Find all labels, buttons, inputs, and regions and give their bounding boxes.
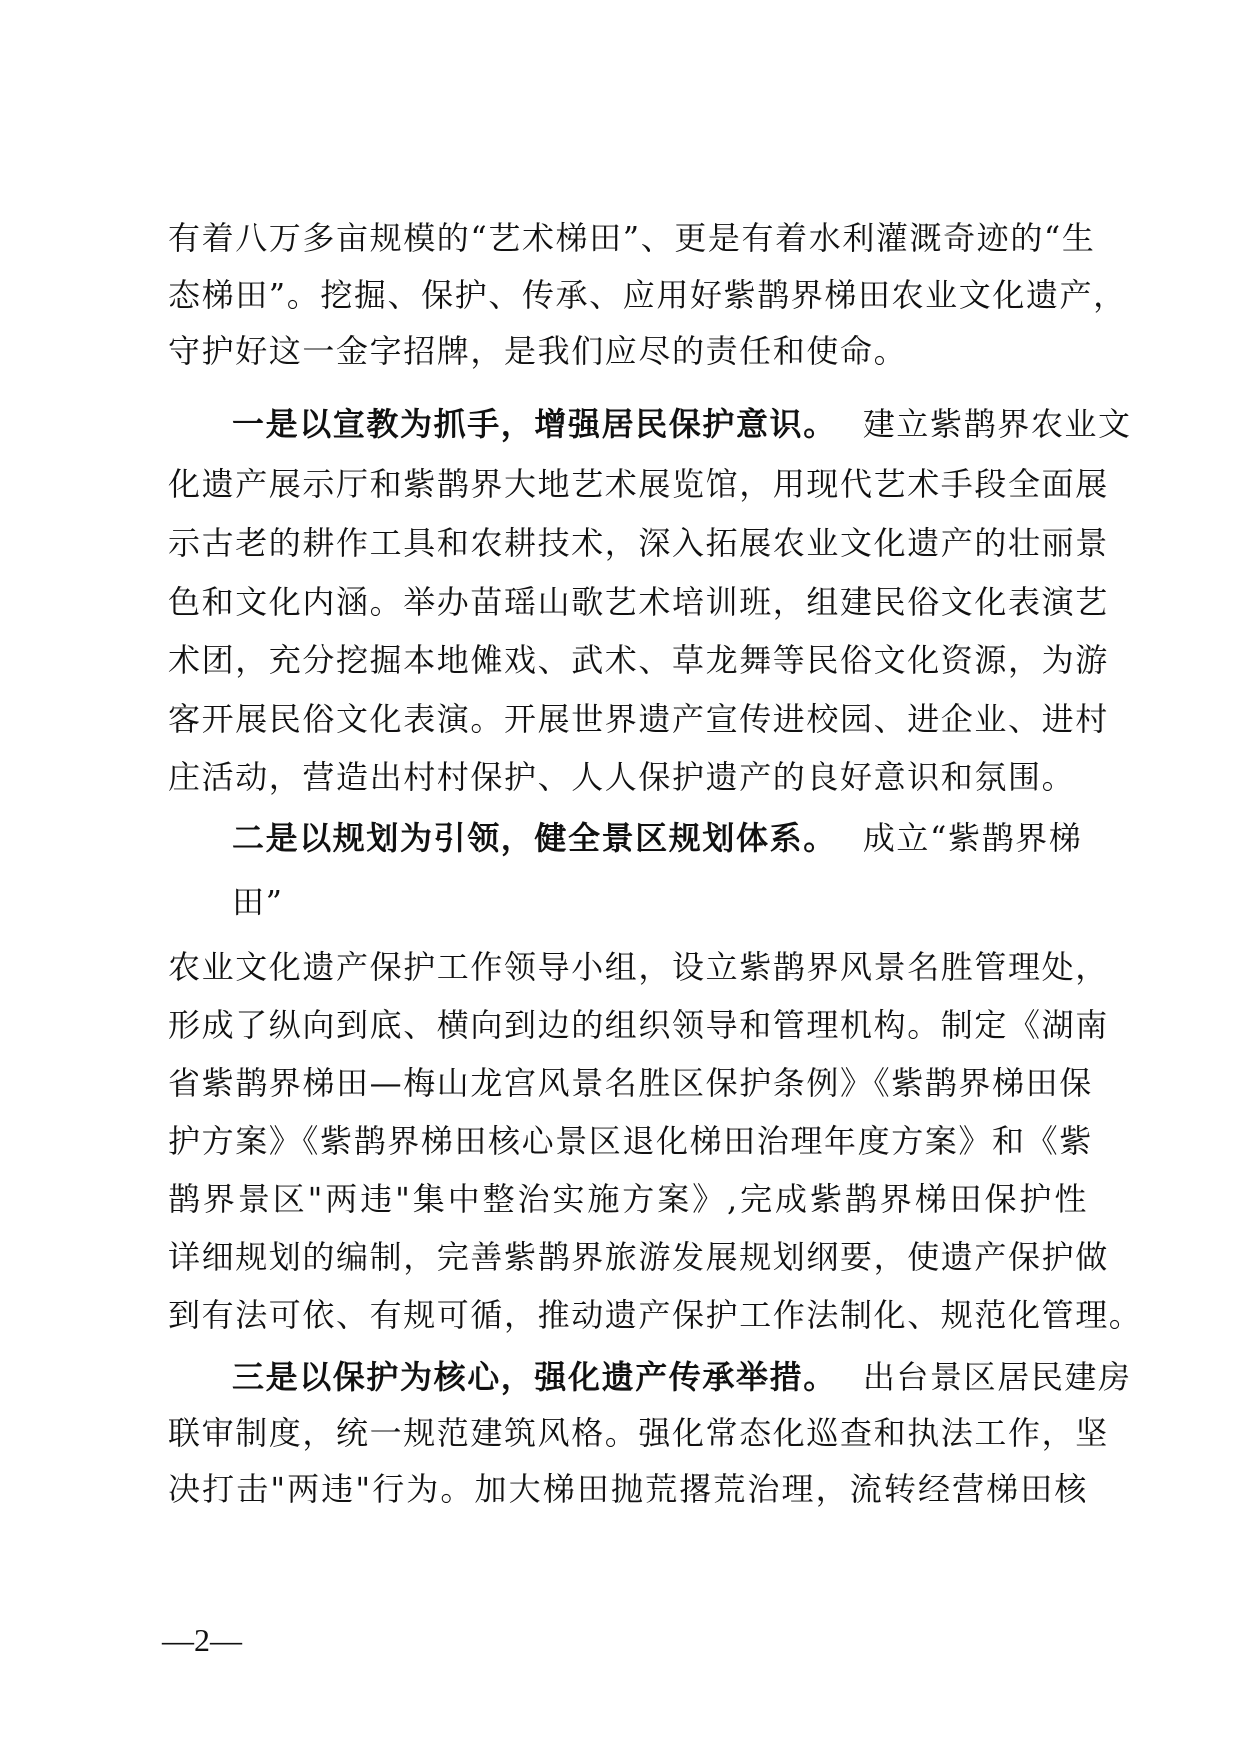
body-line: 化遗产展示厅和紫鹊界大地艺术展览馆，用现代艺术手段全面展	[168, 465, 1109, 503]
section-3-first-line	[232, 1357, 1132, 1397]
body-line: 决打击"两违"行为。加大梯田抛荒撂荒治理，流转经营梯田核	[168, 1470, 1088, 1508]
body-line: 客开展民俗文化表演。开展世界遗产宣传进校园、进企业、进村	[168, 700, 1109, 738]
body-line: 示古老的耕作工具和农耕技术，深入拓展农业文化遗产的壮丽景	[168, 524, 1109, 562]
body-line: 术团，充分挖掘本地傩戏、武术、草龙舞等民俗文化资源，为游	[168, 641, 1109, 679]
section-1-lead-text: 建立紫鹊界农业文	[862, 405, 1132, 443]
section-1-heading: 一是以宣教为抓手，增强居民保护意识。	[232, 405, 837, 443]
body-line: 农业文化遗产保护工作领导小组，设立紫鹊界风景名胜管理处，	[168, 948, 1109, 986]
body-line: 有着八万多亩规模的“艺术梯田”、更是有着水利灌溉奇迹的“生	[168, 219, 1096, 257]
body-line: 色和文化内涵。举办苗瑶山歌艺术培训班，组建民俗文化表演艺	[168, 583, 1109, 621]
body-line: 态梯田”。挖掘、保护、传承、应用好紫鹊界梯田农业文化遗产，	[168, 276, 1127, 314]
section-2-lead-text: 成立“紫鹊界梯	[862, 819, 1083, 857]
body-line: 庄活动，营造出村村保护、人人保护遗产的良好意识和氛围。	[168, 758, 1076, 796]
section-1-first-line	[232, 404, 1132, 444]
body-line: 省紫鹊界梯田—梅山龙宫风景名胜区保护条例》《紫鹊界梯田保	[168, 1064, 1093, 1102]
body-line: 护方案》《紫鹊界梯田核心景区退化梯田治理年度方案》和《紫	[168, 1122, 1093, 1160]
page-number: —2—	[162, 1622, 242, 1658]
section-2-heading: 二是以规划为引领，健全景区规划体系。	[232, 819, 837, 857]
section-3-lead-text: 出台景区居民建房	[862, 1358, 1132, 1396]
section-2-wrap-fragment: 田”	[232, 883, 284, 921]
body-line: 到有法可依、有规可循，推动遗产保护工作法制化、规范化管理。	[168, 1296, 1143, 1334]
body-line: 详细规划的编制，完善紫鹊界旅游发展规划纲要，使遗产保护做	[168, 1238, 1109, 1276]
body-line: 守护好这一金字招牌，是我们应尽的责任和使命。	[168, 332, 908, 370]
body-line: 鹊界景区"两违"集中整治实施方案》,完成紫鹊界梯田保护性	[168, 1180, 1088, 1218]
body-line: 联审制度，统一规范建筑风格。强化常态化巡查和执法工作，坚	[168, 1414, 1109, 1452]
section-2-first-line	[232, 818, 1088, 858]
body-line: 形成了纵向到底、横向到边的组织领导和管理机构。制定《湖南	[168, 1006, 1109, 1044]
section-3-heading: 三是以保护为核心，强化遗产传承举措。	[232, 1358, 837, 1396]
